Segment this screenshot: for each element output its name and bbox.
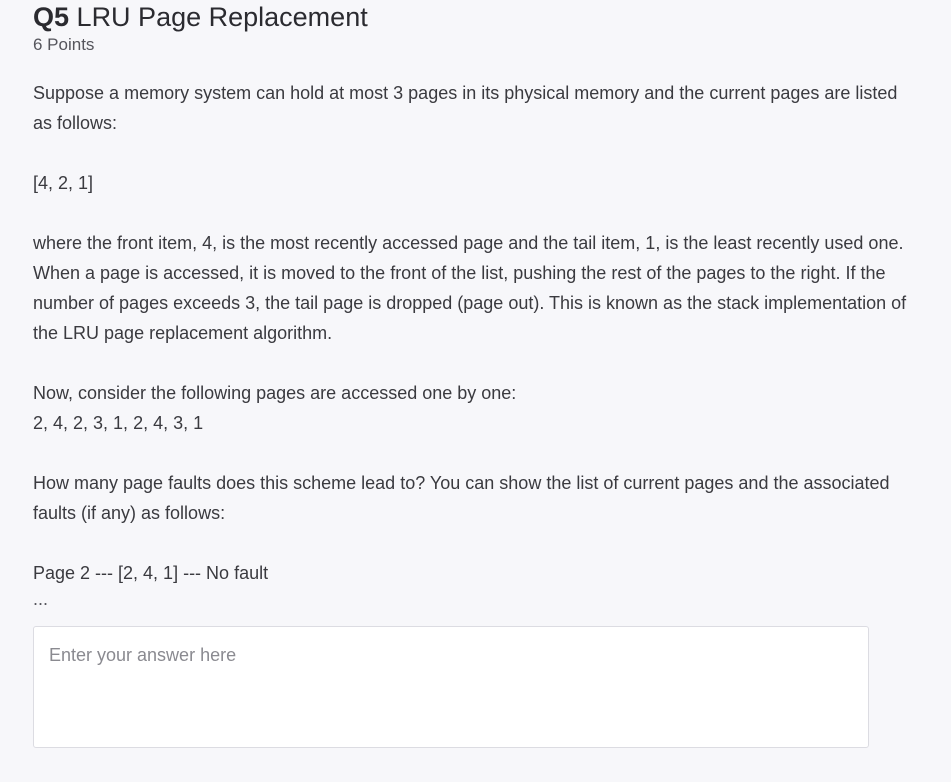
question-paragraph-access-intro: Now, consider the following pages are accessed one by one: (33, 383, 517, 403)
answer-input[interactable] (34, 627, 868, 747)
question-initial-pages: [4, 2, 1] (33, 173, 94, 193)
question-title-text: LRU Page Replacement (76, 2, 368, 32)
question-number: Q5 (33, 2, 70, 32)
question-example-ellipsis: ... (33, 589, 49, 609)
question-access-sequence: 2, 4, 2, 3, 1, 2, 4, 3, 1 (33, 413, 204, 433)
question-title (33, 0, 913, 34)
question-block (33, 0, 913, 614)
answer-box (33, 626, 869, 748)
question-paragraph-intro: Suppose a memory system can hold at most 3 pages in its physical memory and the current pages are listed as follows: (33, 83, 898, 133)
question-body (33, 78, 913, 614)
question-points: 6 Points (33, 35, 95, 54)
question-example-line: Page 2 --- [2, 4, 1] --- No fault (33, 563, 269, 583)
question-paragraph-explanation: where the front item, 4, is the most recently accessed page and the tail item, 1, is the least recently used one. When a page is accessed, it is moved to the front of the list, pushing the rest of the pages to the right. If the number of pages exceeds 3, the tail page is dropped (page out). This is known as the stack implementation of the LRU page replacement algorithm. (33, 233, 907, 343)
question-paragraph-prompt: How many page faults does this scheme lead to? You can show the list of current pages and the associated faults (if any) as follows: (33, 473, 890, 523)
